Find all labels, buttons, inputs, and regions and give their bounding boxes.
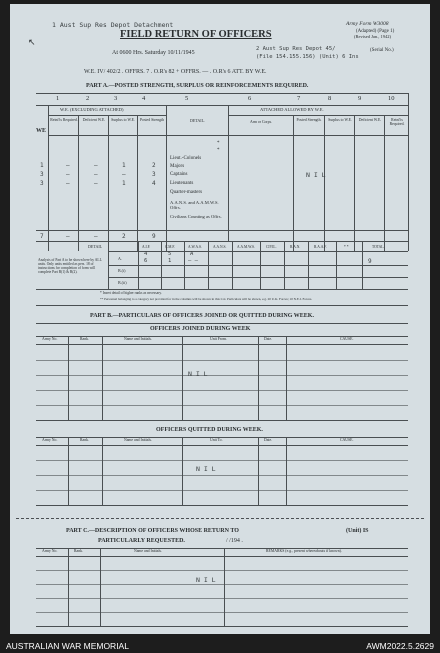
rank-civilians: Civilians Counting as Offrs. <box>170 214 222 219</box>
dcol-aans: A.A.N.S. <box>213 245 227 249</box>
quitted-col-army: Army No. <box>42 438 58 442</box>
joined-col-cause: CAUSE. <box>340 337 354 341</box>
analysis-note: Analysis of Part A to be shown here by ALL units. Only units entitled as pers. 18 of instructions for completion of form will complete Part B(1) & B(2). <box>38 258 102 275</box>
dcol-awas: A.W.A.S. <box>188 245 202 249</box>
typed-unit: 1 Aust Sup Res Depot Detachment <box>52 21 174 29</box>
part-c-particularly: PARTICULARLY REQUESTED. <box>98 538 185 544</box>
pc-col-remarks: REMARKS (e.g., present whereabouts if known). <box>266 549 342 553</box>
joined-col-name: Name and Initials. <box>124 337 152 341</box>
col-num-3: 3 <box>114 95 118 102</box>
quitted-col-cause: CAUSE. <box>340 438 354 442</box>
row1-c4: 1 <box>122 162 126 169</box>
part-a-nil: N I L <box>306 171 326 179</box>
row2-c5: 3 <box>152 171 156 178</box>
total-c5: 9 <box>152 233 156 240</box>
hdr-att-reinf: Reinf'ts Required. <box>389 118 405 126</box>
row1-c5: 2 <box>152 162 156 169</box>
row3-c3: – <box>94 180 98 187</box>
serial-label: (Serial No.) <box>370 48 394 53</box>
hdr-att-posted: Posted Strength. <box>296 118 322 122</box>
form-revised: (Revised Jan., 1942) <box>354 34 391 39</box>
total-c2: – <box>66 233 70 240</box>
form-adapted: (Adapted) (Page 1) <box>356 29 395 34</box>
hdr-surplus: Surplus to W.E. <box>111 118 135 122</box>
rank-lieutenants: Lieutenants <box>170 181 194 186</box>
dcol-ran: R.A.N. <box>290 245 301 249</box>
quitted-nil: N I L <box>196 465 216 473</box>
col-num-5: 5 <box>185 95 189 102</box>
we-line: W.E. IV/ 402/2 . OFFRS. 7 . O.R's 82 + OFFRS. — . O.R's 6 ATT. BY W.E. <box>84 69 267 75</box>
we-label: WE <box>36 128 47 134</box>
part-c-title: PART C.—DESCRIPTION OF OFFICERS WHOSE RETURN TO <box>66 528 239 534</box>
unit-typed: 2 Aust Sup Res Depot 45/ <box>256 46 336 52</box>
col-num-6: 6 <box>248 95 252 102</box>
dcol-cmf: C.M.F. <box>165 245 175 249</box>
row2-c3: – <box>94 171 98 178</box>
joined-col-unit: Unit From. <box>210 337 227 341</box>
dcol-total: TOTAL. <box>372 245 385 249</box>
quitted-title: OFFICERS QUITTED DURING WEEK. <box>156 427 263 433</box>
hdr-deficient: Deficient W.E. <box>82 118 106 122</box>
joined-col-rank: Rank. <box>80 337 89 341</box>
joined-col-date: Date. <box>264 337 273 341</box>
row3-c1: 3 <box>40 180 44 187</box>
tear-line <box>16 518 424 519</box>
hdr-posted: Posted Strength <box>140 118 164 122</box>
hdr-detail: DETAIL. <box>189 118 206 123</box>
pc-col-army: Army No. <box>42 549 58 553</box>
dcol-aif: A.I.F. <box>142 245 151 249</box>
col-num-10: 10 <box>388 95 395 102</box>
joined-nil: N I L <box>188 370 208 378</box>
col-num-7: 7 <box>297 95 301 102</box>
row3-c2: – <box>66 180 70 187</box>
form-title: FIELD RETURN OF OFFICERS <box>120 29 272 40</box>
dcol-raaf: R.A.A.F. <box>314 245 327 249</box>
dcol-aamws: A.A.M.W.S. <box>237 245 255 249</box>
row1-c2: – <box>66 162 70 169</box>
rank-captains: Captains <box>170 172 188 177</box>
part-b-title: PART B.—PARTICULARS OF OFFICERS JOINED OR QUITTED DURING WEEK. <box>90 313 314 319</box>
footer-left: AUSTRALIAN WAR MEMORIAL <box>6 641 129 651</box>
time-line: At 0600 Hrs. Saturday 10/11/1945 <box>112 50 195 56</box>
drow-a: A. <box>118 256 122 261</box>
quitted-col-unit: Unit To. <box>210 438 223 442</box>
part-c-nil: N I L <box>196 576 216 584</box>
part-c-date: / /194 . <box>226 538 243 544</box>
we-excl-label: W.E. (EXCLUDING ATTACHED) <box>60 107 124 112</box>
dval-awas-2: – – <box>188 258 198 264</box>
rank-majors: Majors <box>170 164 185 169</box>
form-number: Army Form W3008 <box>346 21 389 27</box>
hand-mark: ↖ <box>28 37 36 47</box>
row1-c3: – <box>94 162 98 169</box>
total-c1: 7 <box>40 233 44 240</box>
dcol-civil: CIVIL. <box>266 245 277 249</box>
pc-col-rank: Rank. <box>74 549 83 553</box>
dval-total: 9 <box>368 258 372 265</box>
hdr-arm-corps: Arm or Corps. <box>249 120 273 124</box>
hdr-att-deficient: Deficient W.E. <box>358 118 382 122</box>
joined-col-army: Army No. <box>42 337 58 341</box>
rank-aans: A.A.N.S. and A.A.M.W.S. Offrs. <box>170 200 219 211</box>
dval-aif: 4 <box>144 251 148 257</box>
joined-title: OFFICERS JOINED DURING WEEK <box>150 326 251 332</box>
footnote-2: ** Personnel belonging to a category not provided for in the columns will be shown in this Col. Particulars will be shown, e.g. 20 U.K. Forces; 10 N.E.I. Forces. <box>100 297 313 301</box>
col-num-9: 9 <box>358 95 362 102</box>
rank-qm: Quarter-masters <box>170 190 203 195</box>
footer-bar <box>0 636 440 653</box>
row2-c4: – <box>122 171 126 178</box>
footer-right: AWM2022.5.2629 <box>366 641 434 651</box>
total-c4: 2 <box>122 233 126 240</box>
col-num-1: 1 <box>56 95 60 102</box>
hdr-att-surplus: Surplus to W.E. <box>328 118 352 122</box>
col-num-2: 2 <box>86 95 90 102</box>
footnote-1: * Insert detail of higher ranks as necessary. <box>100 291 162 295</box>
drow-bi: B.(i) <box>118 268 126 273</box>
dval-cmf: 5 <box>168 251 172 257</box>
pc-col-name: Name and Initials. <box>134 549 162 553</box>
row3-c5: 4 <box>152 180 156 187</box>
col-num-8: 8 <box>328 95 332 102</box>
dval-aif-2: 6 <box>144 258 148 264</box>
part-a-title: PART A.—POSTED STRENGTH, SURPLUS OR REINFORCEMENTS REQUIRED. <box>86 83 309 89</box>
drow-bii: B.(ii) <box>118 280 127 285</box>
dval-cmf-2: 1 <box>168 258 172 264</box>
asterisks: * * <box>217 141 220 153</box>
file-ref: (File 154.155.156) (Unit) 6 Ins <box>256 54 359 60</box>
part-c-unit-is: (Unit) IS <box>346 528 369 534</box>
col-num-4: 4 <box>142 95 146 102</box>
row2-c2: – <box>66 171 70 178</box>
attached-label: ATTACHED ALLOWED BY W.E. <box>260 107 324 112</box>
rank-lt-col: Lieut.-Colonels <box>170 156 202 161</box>
form-sheet <box>10 4 430 634</box>
dcol-other: * * <box>344 245 349 249</box>
row1-c1: 1 <box>40 162 44 169</box>
row3-c4: 1 <box>122 180 126 187</box>
hdr-reinf-req: Reinf'ts Required. <box>50 118 78 122</box>
total-c3: – <box>94 233 98 240</box>
quitted-col-name: Name and Initials. <box>124 438 152 442</box>
row2-c1: 3 <box>40 171 44 178</box>
detail-label: DETAIL <box>88 244 103 249</box>
quitted-col-date: Date. <box>264 438 273 442</box>
dval-awas: A <box>190 251 194 257</box>
quitted-col-rank: Rank. <box>80 438 89 442</box>
